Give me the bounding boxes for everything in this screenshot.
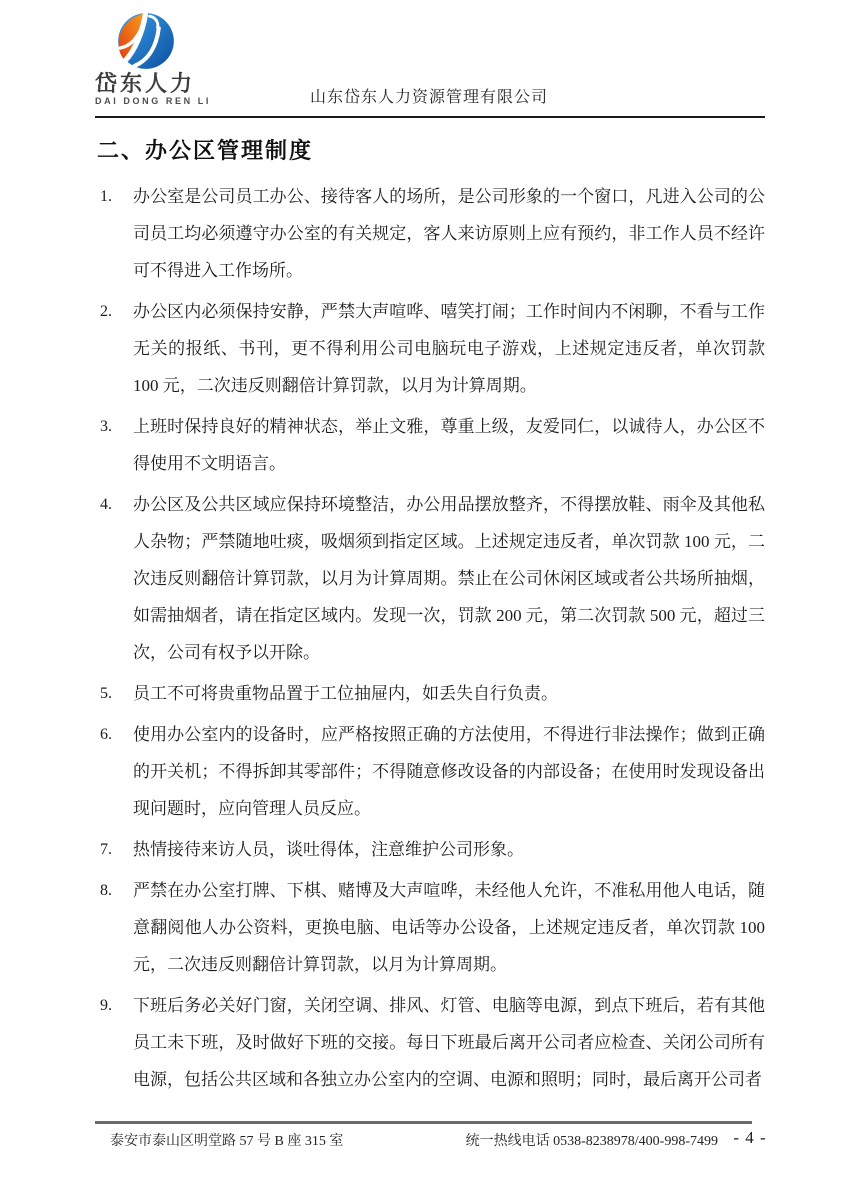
item-text: 上班时保持良好的精神状态，举止文雅，尊重上级，友爱同仁，以诚待人，办公区不得使用不文明语言。 bbox=[133, 417, 765, 473]
footer-hotline: 统一热线电话 0538-8238978/400-998-7499 bbox=[465, 1134, 718, 1149]
list-item bbox=[97, 831, 765, 868]
list-item bbox=[97, 293, 765, 404]
list-item bbox=[97, 486, 765, 671]
footer-address: 泰安市泰山区明堂路 57 号 B 座 315 室 bbox=[110, 1134, 344, 1149]
list-item bbox=[97, 675, 765, 712]
logo-wordmark-en: DAI DONG REN LI bbox=[95, 96, 212, 106]
item-number: 7. bbox=[100, 841, 112, 858]
item-number: 6. bbox=[100, 726, 112, 743]
page-title: 二、办公区管理制度 bbox=[97, 138, 314, 163]
item-text: 办公区及公共区域应保持环境整洁，办公用品摆放整齐，不得摆放鞋、雨伞及其他私人杂物；严禁随地吐痰，吸烟须到指定区域。上述规定违反者，单次罚款 100 元，二次违反则翻倍计算罚款，以月为计算周期。禁止在公司休闲区域或者公共场所抽烟，如需抽烟者，请在指定区域内。发现一次，罚款 200 元，第二次罚款 500 元，超过三次，公司有权予以开除。 bbox=[133, 495, 765, 662]
item-number: 8. bbox=[100, 882, 112, 899]
document-body bbox=[97, 136, 765, 1102]
item-number: 2. bbox=[100, 303, 112, 320]
item-number: 1. bbox=[100, 188, 112, 205]
header-divider bbox=[95, 116, 765, 118]
company-logo bbox=[95, 12, 265, 107]
daidong-logo-icon bbox=[117, 12, 175, 70]
company-name: 山东岱东人力资源管理有限公司 bbox=[310, 89, 549, 106]
item-number: 5. bbox=[100, 685, 112, 702]
rules-list bbox=[97, 178, 765, 1098]
item-text: 员工不可将贵重物品置于工位抽屉内，如丢失自行负责。 bbox=[133, 684, 558, 703]
item-number: 4. bbox=[100, 496, 112, 513]
item-number: 9. bbox=[100, 997, 112, 1014]
item-text: 办公区内必须保持安静，严禁大声喧哗、嘻笑打闹；工作时间内不闲聊，不看与工作无关的报纸、书刊，更不得利用公司电脑玩电子游戏，上述规定违反者，单次罚款 100 元，二次违反则翻倍计算罚款，以月为计算周期。 bbox=[133, 302, 765, 395]
list-item bbox=[97, 872, 765, 983]
item-text: 热情接待来访人员，谈吐得体，注意维护公司形象。 bbox=[133, 840, 524, 859]
item-text: 下班后务必关好门窗，关闭空调、排风、灯管、电脑等电源，到点下班后，若有其他员工未下班，及时做好下班的交接。每日下班最后离开公司者应检查、关闭公司所有电源，包括公共区域和各独立办公室内的空调、电源和照明；同时，最后离开公司者 bbox=[133, 996, 765, 1089]
item-number: 3. bbox=[100, 418, 112, 435]
list-item bbox=[97, 987, 765, 1098]
list-item bbox=[97, 408, 765, 482]
footer-divider bbox=[95, 1121, 752, 1124]
page-number: - 4 - bbox=[733, 1128, 767, 1147]
list-item bbox=[97, 178, 765, 289]
logo-wordmark: 岱东人力 bbox=[95, 71, 196, 96]
item-text: 使用办公室内的设备时，应严格按照正确的方法使用，不得进行非法操作；做到正确的开关机；不得拆卸其零部件；不得随意修改设备的内部设备；在使用时发现设备出现问题时，应向管理人员反应。 bbox=[133, 725, 765, 818]
item-text: 办公室是公司员工办公、接待客人的场所，是公司形象的一个窗口，凡进入公司的公司员工均必须遵守办公室的有关规定，客人来访原则上应有预约，非工作人员不经许可不得进入工作场所。 bbox=[133, 187, 765, 280]
list-item bbox=[97, 716, 765, 827]
item-text: 严禁在办公室打牌、下棋、赌博及大声喧哗，未经他人允许，不准私用他人电话，随意翻阅他人办公资料，更换电脑、电话等办公设备，上述规定违反者，单次罚款 100 元，二次违反则翻倍计算罚款，以月为计算周期。 bbox=[133, 881, 765, 974]
